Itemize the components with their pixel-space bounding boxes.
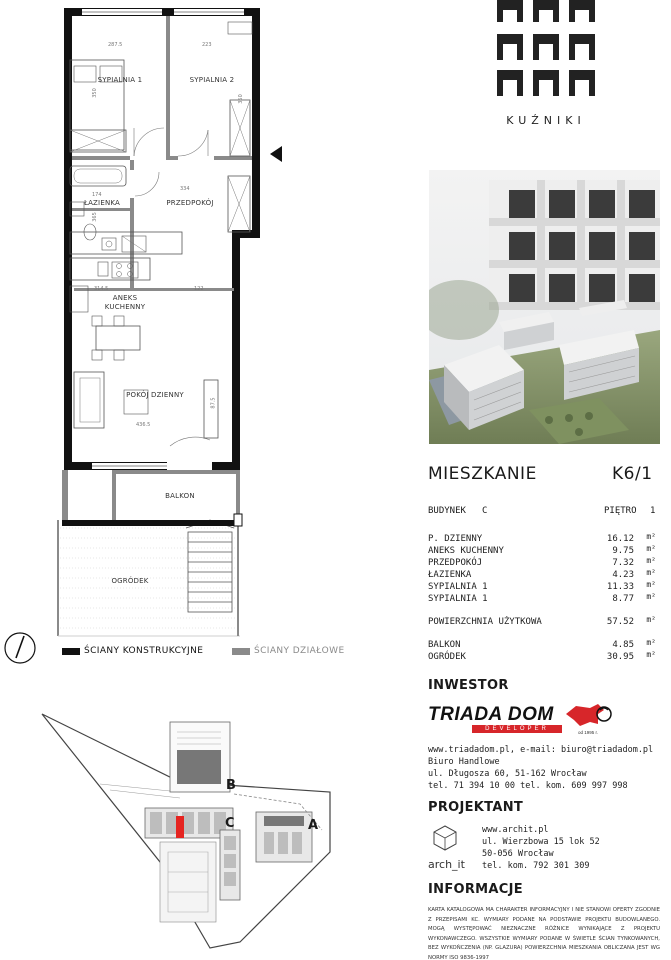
room-area-row: SYPIALNIA 1 8.77 m² (428, 592, 656, 604)
legend-structural-label: ŚCIANY KONSTRUKCYJNE (84, 646, 204, 656)
room-area-row: ANEKS KUCHENNY 9.75 m² (428, 544, 656, 556)
triada-logo-sub: DEVELOPER (472, 725, 562, 733)
dimension: 287.5 (108, 42, 123, 48)
extra-area-row: BALKON 4.85 m² (428, 638, 656, 650)
legend-partition-label: ŚCIANY DZIAŁOWE (254, 646, 345, 656)
apartment-title: MIESZKANIE (428, 464, 537, 484)
building-value: C (482, 506, 488, 516)
designer-phone: tel. kom. 792 301 309 (482, 861, 590, 871)
archit-logo-icon (432, 824, 458, 852)
designer-website: www.archit.pl (482, 825, 549, 835)
designer-city: 50-056 Wrocław (482, 849, 554, 859)
floor-label: PIĘTRO (604, 506, 637, 516)
info-disclaimer: KARTA KATALOGOWA MA CHARAKTER INFORMACYJNY I NIE STANOWI OFERTY ZGODNIE Z PRZEPISAMI KC. WYMIARY PODANE NA PODSTAWIE PROJEKTU BUDOWLANEGO. MOGĄ WYSTĘPOWAĆ NIEZNACZNE RÓŻNICE WYNIKAJĄCE Z PROJEKTU WYKONAWCZEGO. WSZYSTKIE WYMIARY PODANE W ŚWIETLE ŚCIAN TYNKOWANYCH, BEZ WYKOŃCZENIA (NP. GLAZURA) POWIERZCHNIA MIESZKANIA OBLICZANA JEST WG NORMY ISO 9836-1997 (428, 907, 660, 960)
building-render (429, 170, 660, 444)
room-area-row: PRZEDPOKÓJ 7.32 m² (428, 556, 656, 568)
triada-logo-text: TRIADA DOM (428, 704, 554, 725)
room-label-garden: OGRÓDEK (111, 577, 149, 585)
investor-address: ul. Długosza 60, 51-162 Wrocław (428, 769, 587, 779)
room-area-row: ŁAZIENKA 4.23 m² (428, 568, 656, 580)
site-map (40, 712, 340, 952)
triada-since: od 1995 r. (578, 730, 599, 735)
dimension: 122 (194, 286, 204, 292)
room-label-bedroom1: SYPIALNIA 1 (97, 76, 143, 84)
room-area-row: P. DZIENNY 16.12 m² (428, 532, 656, 544)
dimension: 314.5 (94, 286, 109, 292)
bull-icon (564, 700, 612, 730)
site-label-c: C (225, 816, 235, 831)
apartment-code: K6/1 (612, 464, 653, 484)
building-label: BUDYNEK (428, 506, 466, 516)
extra-area-row: OGRÓDEK 30.95 m² (428, 650, 656, 662)
room-label-kitchen: ANEKS KUCHENNY (104, 294, 146, 311)
investor-office: Biuro Handlowe (428, 757, 500, 767)
dimension: 350 (237, 94, 244, 104)
room-label-balcony: BALKON (165, 492, 195, 500)
floor-plan (52, 0, 292, 640)
room-label-bathroom: ŁAZIENKA (83, 199, 121, 207)
dimension: 365 (91, 212, 98, 222)
designer-address: ul. Wierzbowa 15 lok 52 (482, 837, 600, 847)
brand-logo (497, 0, 595, 102)
site-label-b: B (226, 778, 236, 793)
archit-logo-text: arch_it (428, 858, 465, 871)
building-info (428, 506, 658, 520)
dimension: 174 (92, 192, 102, 198)
room-label-living: POKÓJ DZIENNY (126, 391, 184, 399)
dimension: 87.5 (210, 397, 217, 409)
dimension: 436.5 (136, 422, 151, 428)
dimension: 223 (202, 42, 212, 48)
investor-website: www.triadadom.pl, e-mail: biuro@triadadom.pl (428, 745, 654, 755)
investor-heading: INWESTOR (428, 678, 509, 693)
north-compass-icon (2, 630, 38, 666)
room-label-bedroom2: SYPIALNIA 2 (189, 76, 235, 84)
dimension: 334 (180, 186, 190, 192)
usable-area-row: POWIERZCHNIA UŻYTKOWA 57.52 m² (428, 615, 656, 627)
site-label-a: A (308, 818, 319, 833)
room-label-hallway: PRZEDPOKÓJ (166, 199, 214, 207)
brand-name: KUŹNIKI (506, 114, 586, 127)
dimension: 350 (91, 88, 98, 98)
legend-partition-swatch (232, 648, 250, 655)
info-heading: INFORMACJE (428, 882, 523, 897)
floor-value: 1 (650, 506, 656, 516)
designer-heading: PROJEKTANT (428, 800, 524, 815)
legend-structural-swatch (62, 648, 80, 655)
entrance-arrow-icon (270, 146, 282, 162)
room-area-row: SYPIALNIA 1 11.33 m² (428, 580, 656, 592)
investor-phone: tel. 71 394 10 00 tel. kom. 609 997 998 (428, 781, 628, 791)
